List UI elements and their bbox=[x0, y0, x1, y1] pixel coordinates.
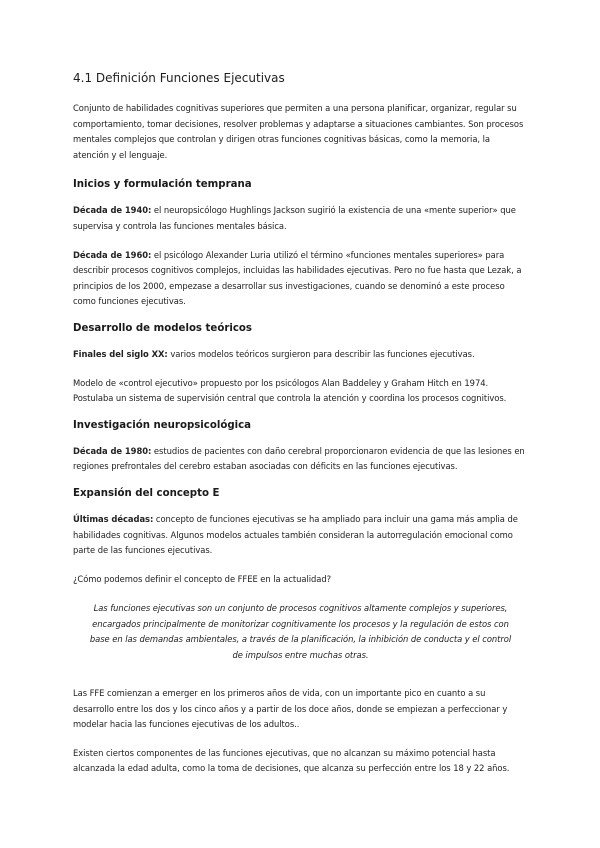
entry-label: Década de 1940: bbox=[73, 205, 152, 216]
intro-paragraph: Conjunto de habilidades cognitivas superiores que permiten a una persona planificar, organizar, regular su comportamiento, tomar decisiones, resolver problemas y adaptarse a situaciones cambiantes. Son procesos mentales complejos que controlan y dirigen otras funciones cognitivas básicas, como la memoria, la atención y el lenguaje. bbox=[73, 103, 524, 160]
entry-text: el neuropsicólogo Hughlings Jackson sugirió la existencia de una «mente superior» que supervisa y controla las funciones mentales básica. bbox=[73, 205, 516, 231]
entry-text: el psicólogo Alexander Luria utilizó el término «funciones mentales superiores» para describir procesos cognitivos complejos, incluidas las habilidades ejecutivas. Pero no fue hasta que Lezak, a principios de los 2000, empezase a desarrollar sus investigaciones, cuando se denominó a este proceso como funciones ejecutivas. bbox=[73, 249, 522, 307]
entry-paragraph bbox=[73, 512, 528, 559]
section-desarrollo bbox=[73, 323, 528, 407]
entry-text: varios modelos teóricos surgieron para describir las funciones ejecutivas. bbox=[167, 348, 475, 359]
section-heading: Investigación neuropsicológica bbox=[73, 419, 252, 431]
section-heading: Expansión del concepto E bbox=[73, 487, 220, 499]
entry-paragraph bbox=[73, 347, 528, 363]
entry-label: Últimas décadas: bbox=[73, 513, 154, 524]
section-investigacion bbox=[73, 420, 528, 475]
section-heading: Desarrollo de modelos teóricos bbox=[73, 322, 252, 334]
entry-paragraph bbox=[73, 248, 528, 310]
entry-paragraph bbox=[73, 376, 528, 407]
section-inicios bbox=[73, 179, 528, 310]
entry-label: Finales del siglo XX: bbox=[73, 348, 168, 359]
body-paragraph: Las FFE comienzan a emerger en los primeros años de vida, con un importante pico en cuanto a su desarrollo entre los dos y los cinco años y a partir de los doce años, donde se empiezan a perfeccionar y modelar hacia las funciones ejecutivas de los adultos.. bbox=[73, 687, 508, 730]
entry-text: Modelo de «control ejecutivo» propuesto por los psicólogos Alan Baddeley y Graham Hitch en 1974. Postulaba un sistema de supervisión central que controla la atención y coordina los procesos cognitivos. bbox=[73, 377, 507, 404]
definition-quote: Las funciones ejecutivas son un conjunto de procesos cognitivos altamente complejos y superiores, encargados principalmente de monitorizar cognitivamente los procesos y la regulación de estos con base en las demandas ambientales, a través de la planificación, la inhibición de conducta y el control de impulsos entre muchas otras. bbox=[89, 603, 512, 660]
entry-label: Década de 1960: bbox=[73, 249, 152, 260]
body-paragraph: Existen ciertos componentes de las funciones ejecutivas, que no alcanzan su máximo potencial hasta alcanzada la edad adulta, como la toma de decisiones, que alcanza su perfección entre los 18 y 22 años. bbox=[73, 747, 510, 774]
entry-paragraph bbox=[73, 444, 528, 475]
section-heading: Inicios y formulación temprana bbox=[73, 179, 252, 191]
page-title: 4.1 Definición Funciones Ejecutivas bbox=[73, 71, 285, 85]
question-text: ¿Cómo podemos definir el concepto de FFEE en la actualidad? bbox=[73, 573, 332, 584]
entry-text: concepto de funciones ejecutivas se ha ampliado para incluir una gama más amplia de habilidades cognitivas. Algunos modelos actuales también consideran la autorregulación emocional como parte de las funciones ejecutivas. bbox=[73, 513, 518, 556]
entry-label: Década de 1980: bbox=[73, 445, 152, 456]
entry-text: estudios de pacientes con daño cerebral proporcionaron evidencia de que las lesiones en regiones prefrontales del cerebro estaban asociadas con déficits en las funciones ejecutivas. bbox=[73, 445, 525, 472]
entry-paragraph bbox=[73, 203, 528, 234]
section-expansion bbox=[73, 488, 528, 559]
